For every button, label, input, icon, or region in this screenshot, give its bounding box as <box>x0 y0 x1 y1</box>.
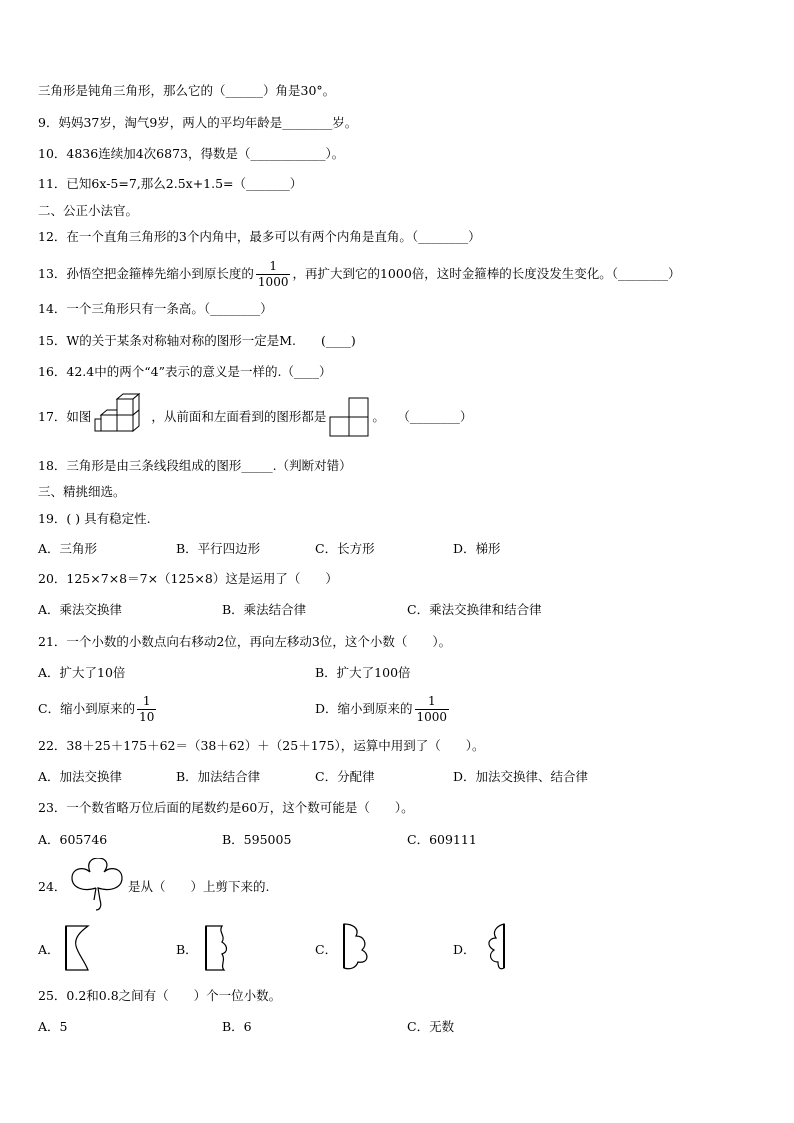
question-22-stem: 22．38＋25＋175＋62＝（38＋62）＋（25＋175），运算中用到了（ ）。 <box>38 738 485 753</box>
question-15: 15．W的关于某条对称轴对称的图形一定是M. (____) <box>38 333 356 348</box>
question-21-option-c[interactable] <box>38 690 158 728</box>
question-19-stem: 19．( ) 具有稳定性. <box>38 511 151 526</box>
question-23-option-b[interactable]: B．595005 <box>222 832 292 847</box>
cube-stack-figure <box>93 393 149 441</box>
fraction-numerator: 1 <box>142 693 151 708</box>
question-24-option-d[interactable]: D． <box>453 942 476 957</box>
question-25-option-a[interactable]: A．5 <box>38 1019 68 1034</box>
question-13 <box>38 256 681 292</box>
question-21-stem: 21．一个小数的小数点向右移动2位，再向左移动3位，这个小数（ ）。 <box>38 634 452 649</box>
question-24-number: 24． <box>38 879 67 894</box>
question-24-option-a[interactable]: A． <box>38 942 60 957</box>
fraction-one-thousandth <box>256 259 291 290</box>
fraction-numerator: 1 <box>427 693 436 708</box>
option-d-text: D．缩小到原来的 <box>315 701 413 716</box>
question-22-option-c[interactable]: C．分配律 <box>315 769 375 784</box>
question-20-option-c[interactable]: C．乘法交换律和结合律 <box>407 602 542 617</box>
question-25-stem: 25．0.2和0.8之间有（ ）个一位小数。 <box>38 988 282 1003</box>
question-13-text-after: ，再扩大到它的1000倍，这时金箍棒的长度没发生变化。（________） <box>292 266 681 281</box>
question-24-option-b[interactable]: B． <box>176 942 198 957</box>
folded-paper-c-icon <box>338 922 372 974</box>
fraction-numerator: 1 <box>269 258 278 273</box>
question-24-option-c[interactable]: C． <box>315 942 338 957</box>
option-c-text: C．缩小到原来的 <box>38 701 136 716</box>
question-25-option-b[interactable]: B．6 <box>222 1019 252 1034</box>
question-19-option-b[interactable]: B．平行四边形 <box>176 541 261 556</box>
fraction-denominator: 1000 <box>257 274 289 289</box>
question-20-option-a[interactable]: A．乘法交换律 <box>38 602 123 617</box>
question-13-text-before: 13．孙悟空把金箍棒先缩小到原长度的 <box>38 266 254 281</box>
question-24-stem: 是从（ ）上剪下来的. <box>128 879 270 894</box>
folded-paper-b-icon <box>202 924 232 974</box>
fraction-one-tenth <box>137 694 156 725</box>
fraction-one-thousandth <box>415 694 450 725</box>
cloverleaf-cutout-icon <box>66 858 126 914</box>
question-17 <box>38 392 472 442</box>
folded-paper-d-icon <box>478 922 510 974</box>
question-22-option-b[interactable]: B．加法结合律 <box>176 769 261 784</box>
question-14: 14．一个三角形只有一条高。（________） <box>38 301 273 316</box>
fraction-denominator: 10 <box>139 709 155 724</box>
question-20-stem: 20．125×7×8＝7×（125×8）这是运用了（ ） <box>38 571 338 586</box>
question-8-tail: 三角形是钝角三角形，那么它的（______）角是30°。 <box>38 83 336 98</box>
question-11: 11．已知6x-5=7,那么2.5x+1.5=（_______） <box>38 176 303 191</box>
question-23-stem: 23．一个数省略万位后面的尾数约是60万，这个数可能是（ ）。 <box>38 800 414 815</box>
question-19-option-d[interactable]: D．梯形 <box>453 541 501 556</box>
section-3-heading: 三、精挑细选。 <box>38 484 126 499</box>
question-23-option-c[interactable]: C．609111 <box>407 832 477 847</box>
question-19-option-a[interactable]: A．三角形 <box>38 541 98 556</box>
question-21-option-b[interactable]: B．扩大了100倍 <box>315 665 411 680</box>
question-23-option-a[interactable]: A．605746 <box>38 832 108 847</box>
fraction-denominator: 1000 <box>416 709 448 724</box>
question-25-option-c[interactable]: C．无数 <box>407 1019 455 1034</box>
question-12: 12．在一个直角三角形的3个内角中，最多可以有两个内角是直角。（________） <box>38 229 481 244</box>
section-2-heading: 二、公正小法官。 <box>38 203 139 218</box>
question-17-text-middle: ，从前面和左面看到的图形都是 <box>151 409 327 424</box>
question-21-option-d[interactable] <box>315 690 451 728</box>
question-10: 10．4836连续加4次6873，得数是（____________）。 <box>38 146 345 161</box>
question-20-option-b[interactable]: B．乘法结合律 <box>222 602 307 617</box>
question-9: 9．妈妈37岁，淘气9岁，两人的平均年龄是________岁。 <box>38 115 358 130</box>
folded-paper-a-icon <box>62 924 92 974</box>
view-figure <box>328 396 370 438</box>
question-22-option-d[interactable]: D．加法交换律、结合律 <box>453 769 589 784</box>
question-17-text-before: 17．如图 <box>38 409 92 424</box>
question-18: 18．三角形是由三条线段组成的图形_____.（判断对错） <box>38 458 352 473</box>
question-17-text-after: 。 （________） <box>372 409 473 424</box>
question-21-option-a[interactable]: A．扩大了10倍 <box>38 665 126 680</box>
question-22-option-a[interactable]: A．加法交换律 <box>38 769 123 784</box>
question-16: 16．42.4中的两个“4”表示的意义是一样的.（____） <box>38 364 332 379</box>
question-19-option-c[interactable]: C．长方形 <box>315 541 375 556</box>
